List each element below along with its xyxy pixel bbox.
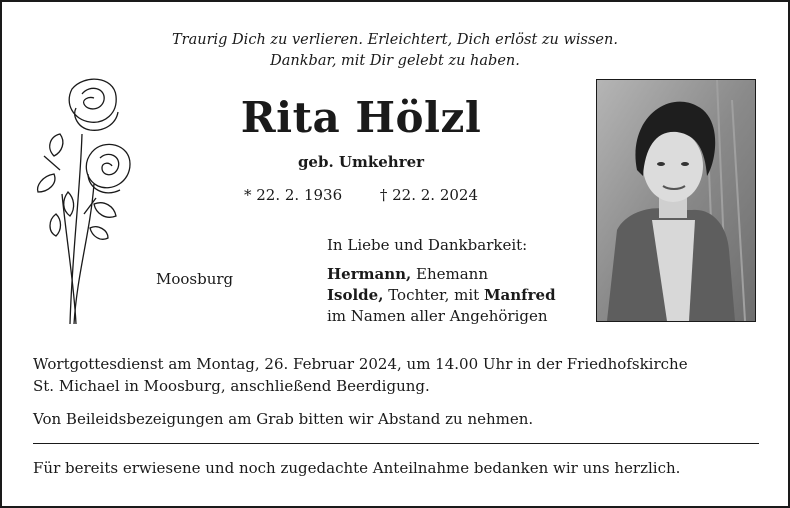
mourner-1 — [327, 264, 488, 284]
mourner-1-role: Ehemann — [416, 265, 489, 283]
mourners-closing: im Namen aller Angehörigen — [327, 307, 548, 325]
service-line-2: St. Michael in Moosburg, anschließend Beerdigung. — [33, 377, 430, 395]
verse-line-1: Traurig Dich zu verlieren. Erleichtert, Dich erlöst zu wissen. — [172, 32, 618, 48]
birth-date: * 22. 2. 1936 — [244, 186, 343, 204]
mourner-2-name: Isolde, — [327, 286, 384, 304]
rose-icon — [32, 74, 137, 326]
mourner-2-partner: Manfred — [483, 286, 556, 304]
condolence-request: Von Beileidsbezeigungen am Grab bitten wir Abstand zu nehmen. — [33, 410, 534, 428]
mourner-1-name: Hermann, — [327, 265, 412, 283]
portrait-photo — [596, 79, 756, 322]
deceased-name: Rita Hölzl — [240, 93, 482, 142]
divider — [33, 443, 759, 444]
thanks-line: Für bereits erwiesene und noch zugedachte Anteilnahme bedanken wir uns herzlich. — [33, 459, 681, 477]
place-name: Moosburg — [156, 270, 234, 288]
service-line-1: Wortgottesdienst am Montag, 26. Februar 2024, um 14.00 Uhr in der Friedhofskirche — [33, 355, 688, 373]
mourners-intro: In Liebe und Dankbarkeit: — [327, 236, 528, 254]
life-dates — [236, 186, 486, 204]
mourner-2-role: Tochter, mit — [388, 286, 480, 304]
verse-line-2: Dankbar, mit Dir gelebt zu haben. — [270, 53, 520, 69]
mourner-2 — [327, 285, 556, 305]
death-date: † 22. 2. 2024 — [379, 186, 478, 204]
maiden-name: geb. Umkehrer — [297, 153, 425, 171]
